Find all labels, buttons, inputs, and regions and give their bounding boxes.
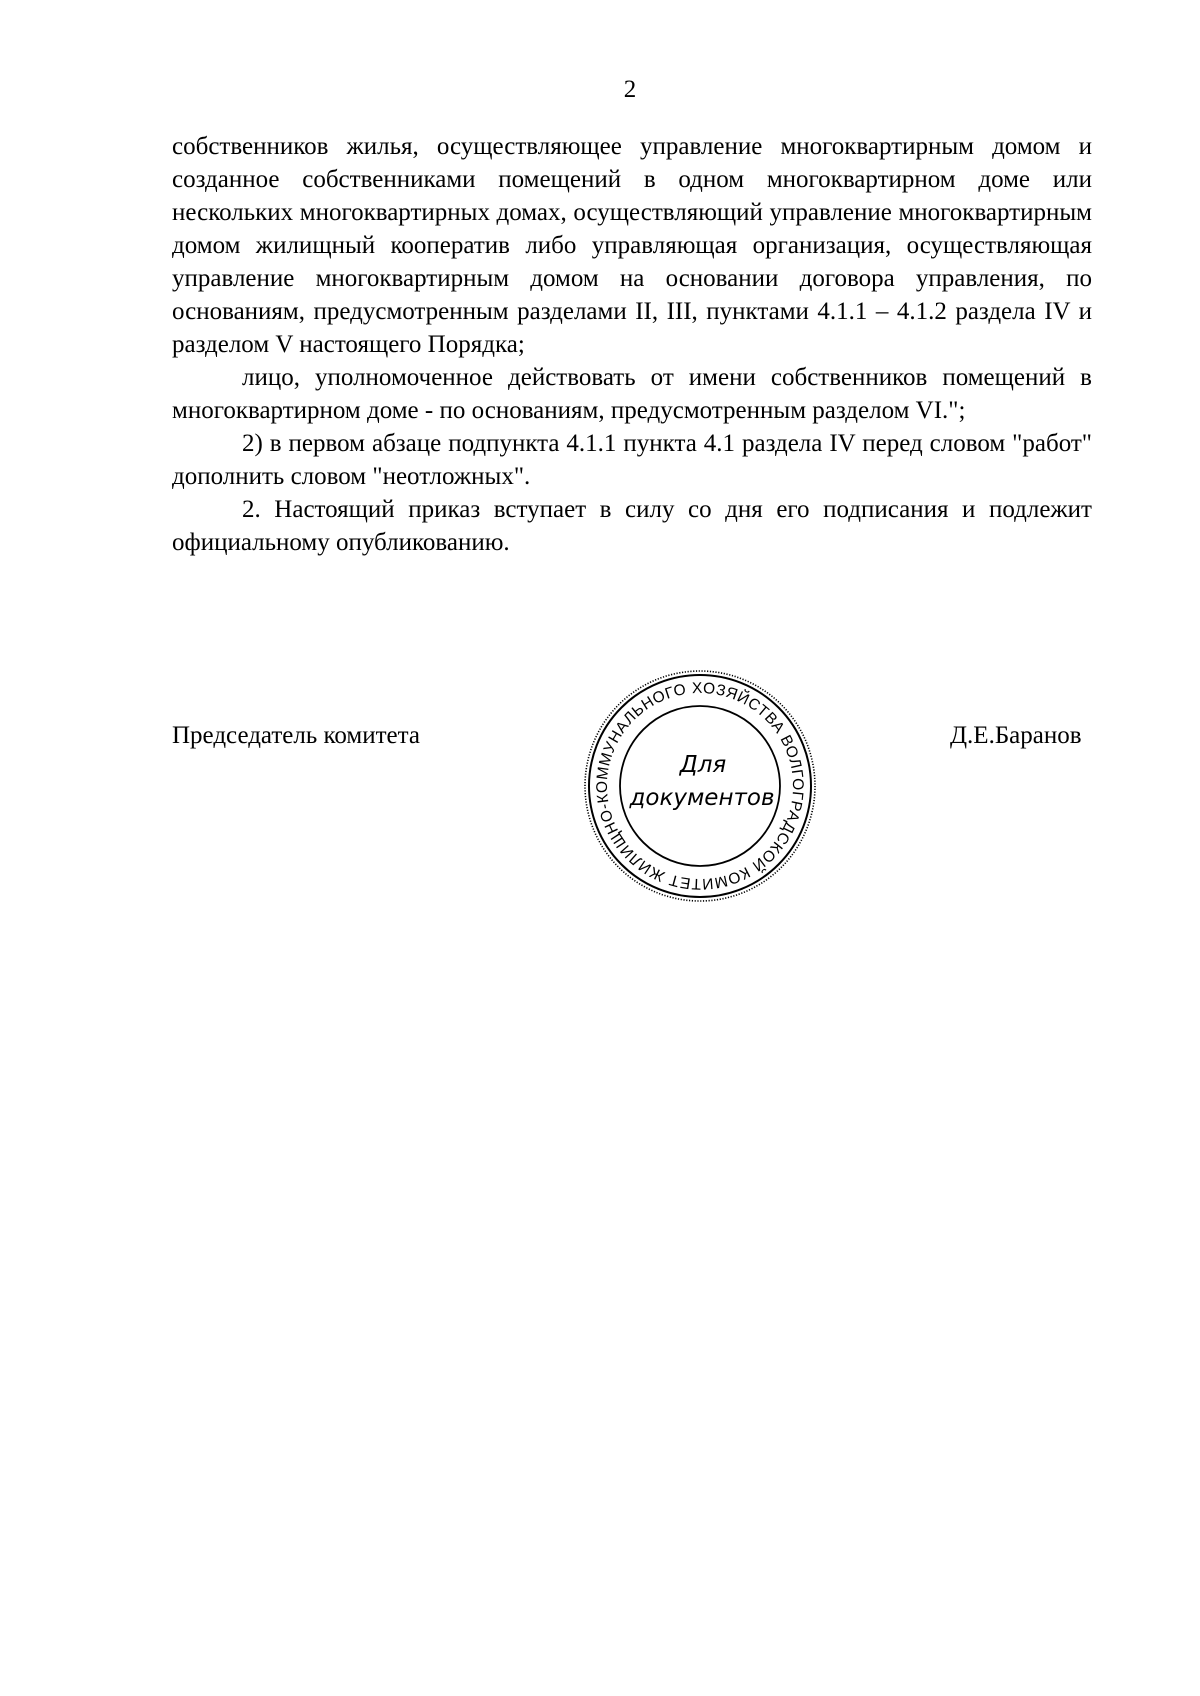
paragraph-effective-date: 2. Настоящий приказ вступает в силу со дня его подписания и подлежит официальному опубликованию. <box>172 496 1092 556</box>
signatory-name: Д.Е.Баранов <box>950 722 1082 749</box>
paragraph-owners-list: собственников жилья, осуществляющее управление многоквартирным домом и созданное собственниками помещений в одном многоквартирном доме или нескольких многоквартирных домах, осуществляющий управление многоквартирным домом жилищный кооператив либо управляющая организация, осуществляющая управление многоквартирным домом на основании договора управления, по основаниям, предусмотренным разделами II, III, пунктами 4.1.1 – 4.1.2 раздела IV и разделом V настоящего Порядка; <box>172 133 1092 358</box>
document-body <box>172 130 1092 559</box>
paragraph-amendment-2: 2) в первом абзаце подпункта 4.1.1 пункта 4.1 раздела IV перед словом "работ" дополнить словом "неотложных". <box>172 430 1092 490</box>
stamp-center-line1: Для <box>679 752 727 778</box>
stamp-ring-text: КОМИТЕТ ЖИЛИЩНО-КОММУНАЛЬНОГО ХОЗЯЙСТВА ВОЛГОГРАДСКОЙ <box>593 679 807 893</box>
stamp-center-line2: документов <box>629 785 775 811</box>
page-number: 2 <box>623 76 637 103</box>
signatory-title: Председатель комитета <box>172 722 420 749</box>
paragraph-authorized-person: лицо, уполномоченное действовать от имени собственников помещений в многоквартирном доме - по основаниям, предусмотренным разделом VI."; <box>172 364 1092 424</box>
official-stamp <box>582 668 818 904</box>
